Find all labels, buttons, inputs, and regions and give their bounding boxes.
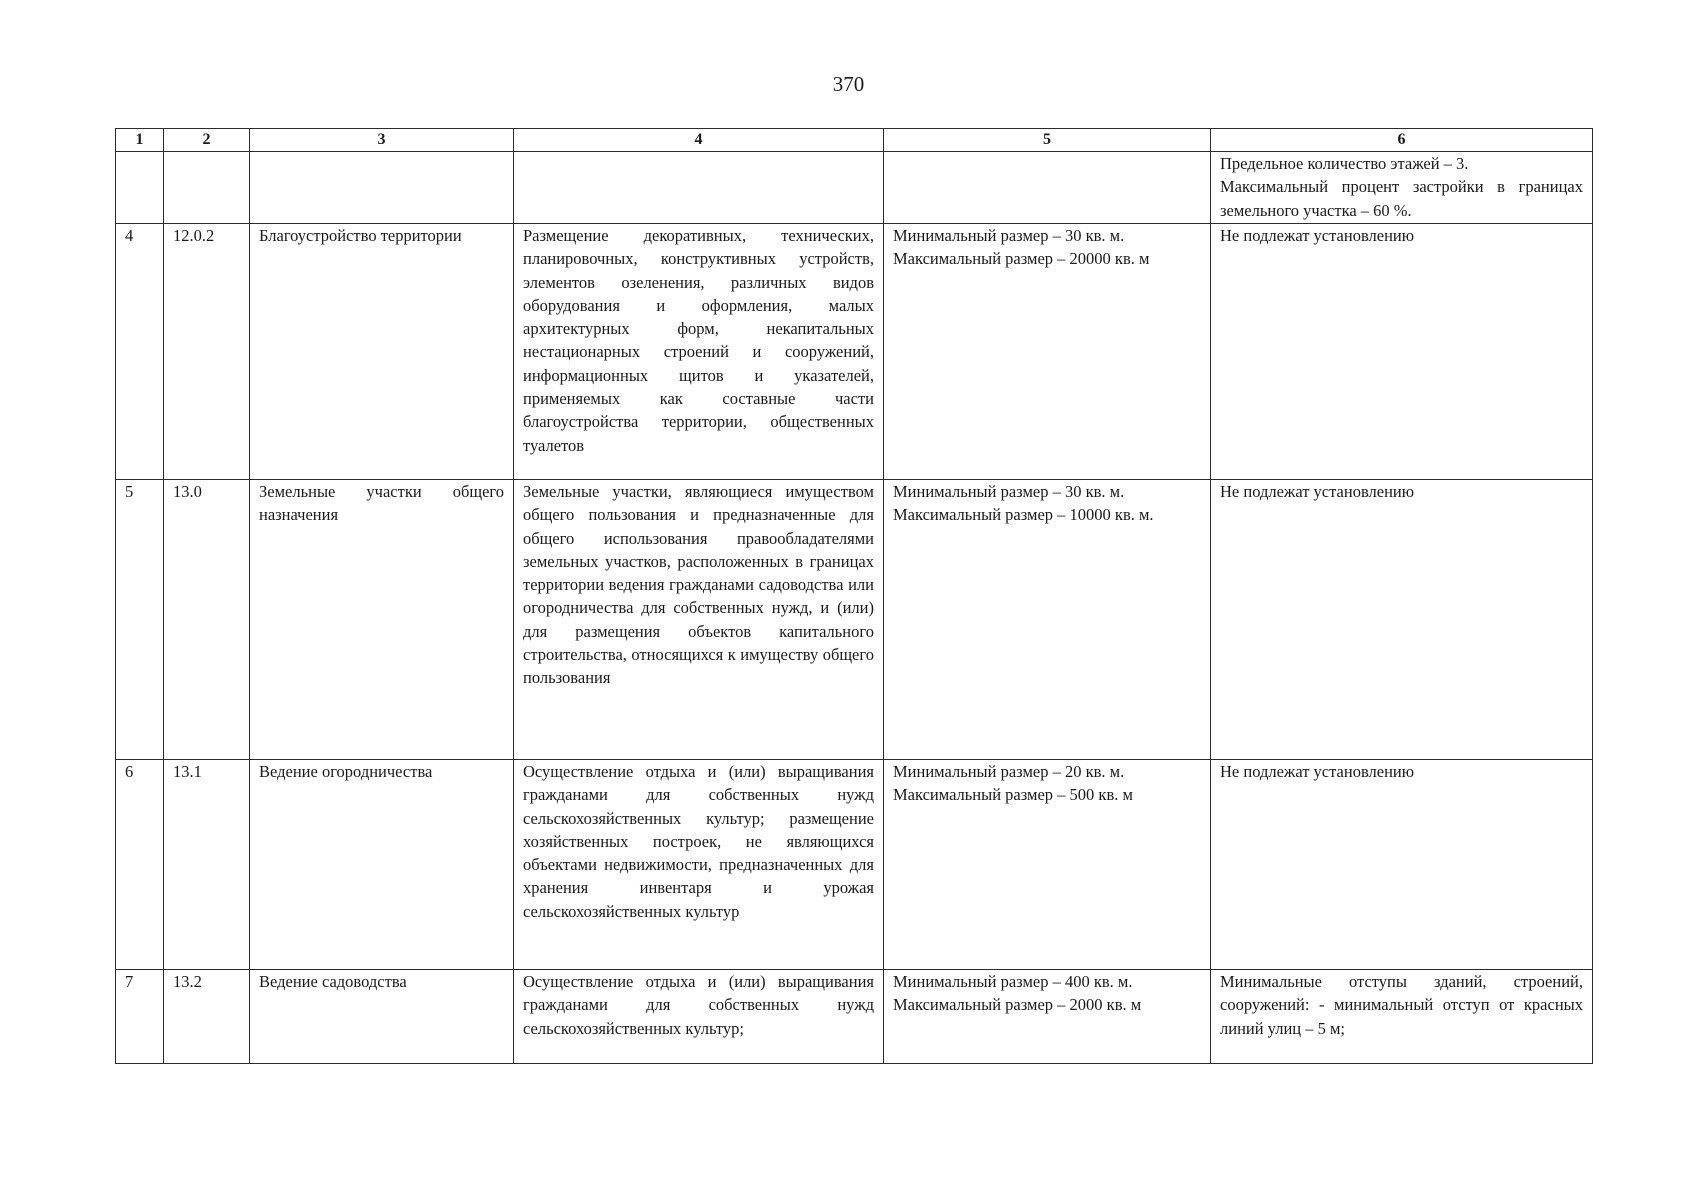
cell-parameters: Не подлежат установлению xyxy=(1211,760,1593,970)
table-row xyxy=(116,480,1593,760)
cell-number: 7 xyxy=(116,970,164,1064)
cell-size-line: Максимальный размер – 10000 кв. м. xyxy=(893,505,1154,525)
cell-size-line: Максимальный размер – 2000 кв. м xyxy=(893,995,1142,1015)
cell-size-line: Минимальный размер – 400 кв. м. xyxy=(893,972,1133,991)
table-row-continuation xyxy=(116,152,1593,224)
cell-name: Благоустройство территории xyxy=(250,224,514,480)
cell-number: 5 xyxy=(116,480,164,760)
column-header-2: 2 xyxy=(164,129,250,152)
cell-description: Земельные участки, являющиеся имуществом общего пользования и предназначенные для общего использования правообладателями земельных участков, расположенных в границах территории ведения гражданами садоводства или огородничества для собственных нужд, и (или) для размещения объектов капитального строительства, относящихся к имуществу общего пользования xyxy=(514,480,884,760)
cell-description xyxy=(514,152,884,224)
cell-parameters: Не подлежат установлению xyxy=(1211,480,1593,760)
column-header-1: 1 xyxy=(116,129,164,152)
cell-size-line: Минимальный размер – 30 кв. м. xyxy=(893,226,1125,245)
cell-code: 12.0.2 xyxy=(164,224,250,480)
cell-size xyxy=(884,152,1211,224)
page-number: 370 xyxy=(832,72,865,96)
cell-code: 13.1 xyxy=(164,760,250,970)
cell-size-line: Максимальный размер – 20000 кв. м xyxy=(893,249,1150,269)
column-header-4: 4 xyxy=(514,129,884,152)
cell-number: 6 xyxy=(116,760,164,970)
table-row xyxy=(116,760,1593,970)
cell-description: Размещение декоративных, технических, планировочных, конструктивных устройств, элементов озеленения, различных видов оборудования и оформления, малых архитектурных форм, некапитальных нестационарных строений и сооружений, информационных щитов и указателей, применяемых как составные части благоустройства территории, общественных туалетов xyxy=(514,224,884,480)
cell-description: Осуществление отдыха и (или) выращивания гражданами для собственных нужд сельскохозяйственных культур; размещение хозяйственных построек, не являющихся объектами недвижимости, предназначенных для хранения инвентаря и урожая сельскохозяйственных культур xyxy=(514,760,884,970)
cell-code: 13.0 xyxy=(164,480,250,760)
cell-name: Ведение садоводства xyxy=(250,970,514,1064)
cell-number: 4 xyxy=(116,224,164,480)
cell-code xyxy=(164,152,250,224)
cell-parameters xyxy=(1211,152,1593,224)
cell-description: Осуществление отдыха и (или) выращивания гражданами для собственных нужд сельскохозяйственных культур; xyxy=(514,970,884,1064)
cell-name: Земельные участки общего назначения xyxy=(250,480,514,760)
cell-number xyxy=(116,152,164,224)
cell-size-line: Минимальный размер – 20 кв. м. xyxy=(893,762,1125,781)
table-row xyxy=(116,224,1593,480)
cell-size xyxy=(884,224,1211,480)
table-header-row xyxy=(116,129,1593,152)
cell-size xyxy=(884,970,1211,1064)
land-use-table xyxy=(115,128,1593,1064)
cell-parameters: Не подлежат установлению xyxy=(1211,224,1593,480)
cell-parameters-line: Предельное количество этажей – 3. xyxy=(1220,154,1469,173)
cell-size xyxy=(884,760,1211,970)
cell-parameters: Минимальные отступы зданий, строений, сооружений: - минимальный отступ от красных линий улиц – 5 м; xyxy=(1211,970,1593,1064)
cell-size-line: Минимальный размер – 30 кв. м. xyxy=(893,482,1125,501)
column-header-3: 3 xyxy=(250,129,514,152)
column-header-5: 5 xyxy=(884,129,1211,152)
table-row xyxy=(116,970,1593,1064)
cell-size xyxy=(884,480,1211,760)
cell-parameters-line: Максимальный процент застройки в границах земельного участка – 60 %. xyxy=(1220,177,1583,220)
cell-code: 13.2 xyxy=(164,970,250,1064)
cell-name xyxy=(250,152,514,224)
cell-size-line: Максимальный размер – 500 кв. м xyxy=(893,785,1133,805)
column-header-6: 6 xyxy=(1211,129,1593,152)
cell-name: Ведение огородничества xyxy=(250,760,514,970)
